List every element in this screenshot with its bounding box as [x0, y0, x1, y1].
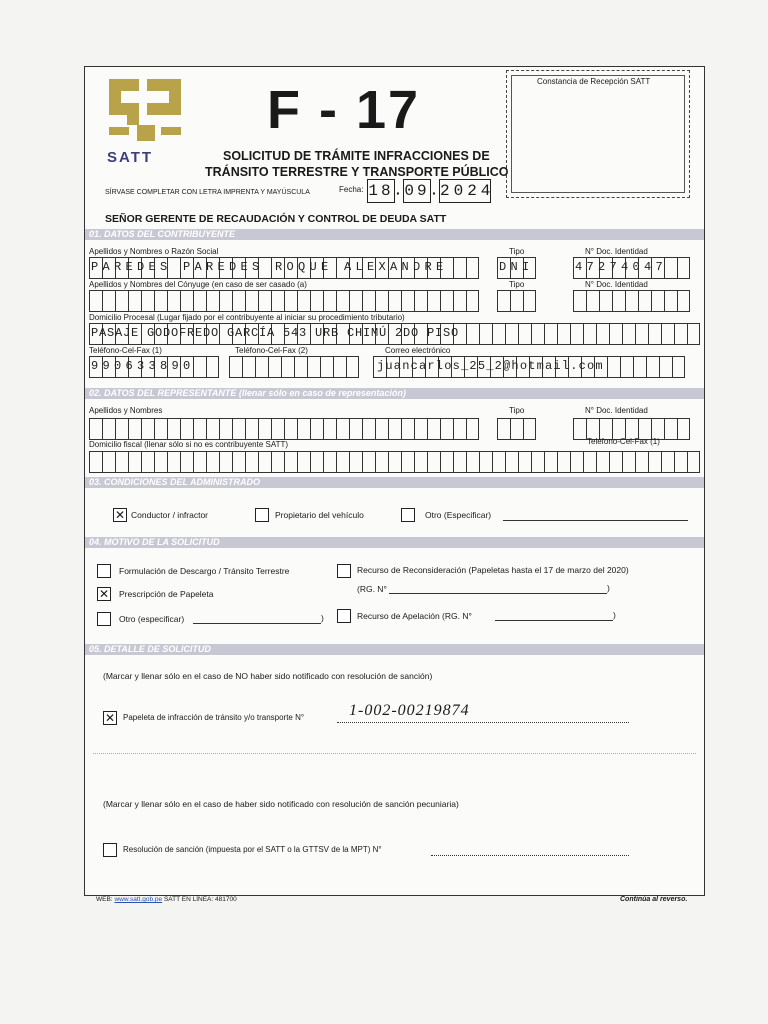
prescripcion-label: Prescripción de Papeleta — [119, 589, 214, 599]
web-link[interactable]: www.satt.gob.pe — [114, 896, 163, 903]
satt-logo-icon — [107, 77, 183, 143]
prescripcion-checkbox[interactable]: ✕ — [98, 587, 110, 601]
form-title-line1: SOLICITUD DE TRÁMITE INFRACCIONES DE — [223, 149, 490, 163]
rep-tipo-field[interactable] — [497, 418, 536, 440]
reconsideracion-close: ) — [607, 583, 610, 593]
domicilio-label: Domicilio Procesal (Lugar fijado por el contribuyente al iniciar su procedimiento tributario) — [89, 313, 405, 322]
tipo2-label: Tipo — [509, 280, 525, 289]
tel1-label: Teléfono-Cel-Fax (1) — [89, 346, 162, 355]
resolucion-line[interactable] — [431, 855, 629, 856]
descargo-label: Formulación de Descargo / Tránsito Terrestre — [119, 566, 290, 576]
rep-nombre-label: Apellidos y Nombres — [89, 406, 163, 415]
rep-tel-label: Teléfono-Cel-Fax (1) — [587, 437, 660, 446]
fecha-year-field[interactable] — [439, 179, 495, 203]
resolucion-checkbox[interactable] — [103, 843, 117, 857]
papeleta-checkbox[interactable]: ✕ — [104, 711, 116, 725]
nombre-label: Apellidos y Nombres o Razón Social — [89, 247, 219, 256]
otro-motivo-close: ) — [321, 613, 324, 623]
constancia-label: Constancia de Recepción SATT — [537, 77, 651, 86]
reconsideracion-rg-line[interactable] — [389, 593, 607, 594]
conyuge-field[interactable] — [89, 290, 479, 312]
online-number: SATT EN LÍNEA: 481700 — [163, 896, 237, 903]
fecha-month-value: 09 — [404, 182, 430, 200]
email-value: juancarlos_25_2@hotmail.com — [377, 359, 604, 373]
propietario-label: Propietario del vehículo — [275, 510, 364, 520]
doc2-label: N° Doc. Identidad — [585, 280, 648, 289]
reconsideracion-checkbox[interactable] — [337, 564, 351, 578]
doc-value: 47274047 — [575, 260, 668, 274]
otro-label: Otro (Especificar) — [425, 510, 492, 520]
fecha-day-field[interactable] — [367, 179, 395, 203]
form-frame — [84, 66, 705, 896]
conductor-checkbox[interactable]: ✕ — [114, 508, 126, 522]
tel2-field[interactable] — [229, 356, 359, 378]
fecha-month-field[interactable] — [403, 179, 431, 203]
section-03-title: 03. CONDICIONES DEL ADMINISTRADO — [85, 477, 704, 488]
constancia-box — [506, 70, 690, 198]
instruction-text: SÍRVASE COMPLETAR CON LETRA IMPRENTA Y MAYÚSCULA — [105, 189, 310, 196]
form-code: F - 17 — [267, 80, 421, 140]
apelacion-rg-line[interactable] — [495, 620, 613, 621]
conductor-label: Conductor / infractor — [131, 510, 209, 520]
domicilio-value: PASAJE GODOFREDO GARCÍA 543 URB CHIMÚ 2DO PISO — [91, 326, 460, 340]
rep-domicilio-label: Domicilio fiscal (llenar sólo si no es contribuyente SATT) — [89, 440, 289, 449]
otro-motivo-checkbox[interactable] — [97, 612, 111, 626]
resolucion-label: Resolución de sanción (impuesta por el SATT o la GTTSV de la MPT) N° — [123, 845, 382, 854]
papeleta-label: Papeleta de infracción de tránsito y/o transporte N° — [123, 713, 305, 722]
papeleta-line[interactable] — [337, 722, 629, 723]
fecha-year-value: 2024 — [440, 182, 495, 200]
nombre-value: PAREDES PAREDES ROQUE ALEXANDRE — [91, 260, 448, 274]
constancia-inner — [511, 75, 685, 193]
form-title-line2: TRÁNSITO TERRESTRE Y TRANSPORTE PÚBLICO — [205, 165, 509, 179]
section-01-title: 01. DATOS DEL CONTRIBUYENTE — [85, 229, 704, 240]
fecha-label: Fecha: — [339, 185, 364, 194]
reconsideracion-rg-label: (RG. N° — [357, 584, 387, 594]
rep-domicilio-field[interactable] — [89, 451, 700, 473]
papeleta-value: 1-002-00219874 — [349, 702, 470, 719]
logo-name: SATT — [107, 149, 154, 166]
tipo-value: DNI — [499, 260, 534, 274]
rep-tipo-label: Tipo — [509, 406, 525, 415]
section-05-title: 05. DETALLE DE SOLICITUD — [85, 644, 704, 655]
apelacion-checkbox[interactable] — [337, 609, 351, 623]
addressee: SEÑOR GERENTE DE RECAUDACIÓN Y CONTROL DE DEUDA SATT — [105, 213, 447, 225]
tipo2-field[interactable] — [497, 290, 536, 312]
section-04-title: 04. MOTIVO DE LA SOLICITUD — [85, 537, 704, 548]
note-no-notificado: (Marcar y llenar sólo en el caso de NO haber sido notificado con resolución de sanción) — [103, 671, 433, 681]
date-separator: · — [396, 185, 401, 201]
section-02-title: 02. DATOS DEL REPRESENTANTE (llenar sólo en caso de representación) — [85, 388, 704, 399]
date-separator: · — [432, 185, 437, 201]
note-notificado: (Marcar y llenar sólo en el caso de haber sido notificado con resolución de sanción pecuniaria) — [103, 799, 459, 809]
doc2-field[interactable] — [573, 290, 690, 312]
fecha-day-value: 18 — [368, 182, 394, 200]
otro-motivo-line[interactable] — [193, 623, 321, 624]
apelacion-label: Recurso de Apelación (RG. N° — [357, 611, 472, 621]
tel2-label: Teléfono-Cel-Fax (2) — [235, 346, 308, 355]
otro-checkbox[interactable] — [401, 508, 415, 522]
descargo-checkbox[interactable] — [97, 564, 111, 578]
continue-note: Continúa al reverso. — [620, 896, 688, 903]
web-label: WEB: — [96, 896, 113, 903]
tipo-label: Tipo — [509, 247, 525, 256]
reconsideracion-label: Recurso de Reconsideración (Papeletas hasta el 17 de marzo del 2020) — [357, 565, 629, 575]
footer — [96, 896, 237, 903]
rep-nombre-field[interactable] — [89, 418, 479, 440]
conyuge-label: Apellidos y Nombres del Cónyuge (en caso de ser casado (a) — [89, 280, 307, 289]
apelacion-close: ) — [613, 610, 616, 620]
tel1-value: 990633890 — [91, 359, 195, 373]
separator — [93, 753, 696, 754]
doc-label: N° Doc. Identidad — [585, 247, 648, 256]
email-label: Correo electrónico — [385, 346, 451, 355]
rep-doc-label: N° Doc. Identidad — [585, 406, 648, 415]
otro-motivo-label: Otro (especificar) — [119, 614, 185, 624]
propietario-checkbox[interactable] — [255, 508, 269, 522]
otro-especificar-line[interactable] — [503, 520, 688, 521]
